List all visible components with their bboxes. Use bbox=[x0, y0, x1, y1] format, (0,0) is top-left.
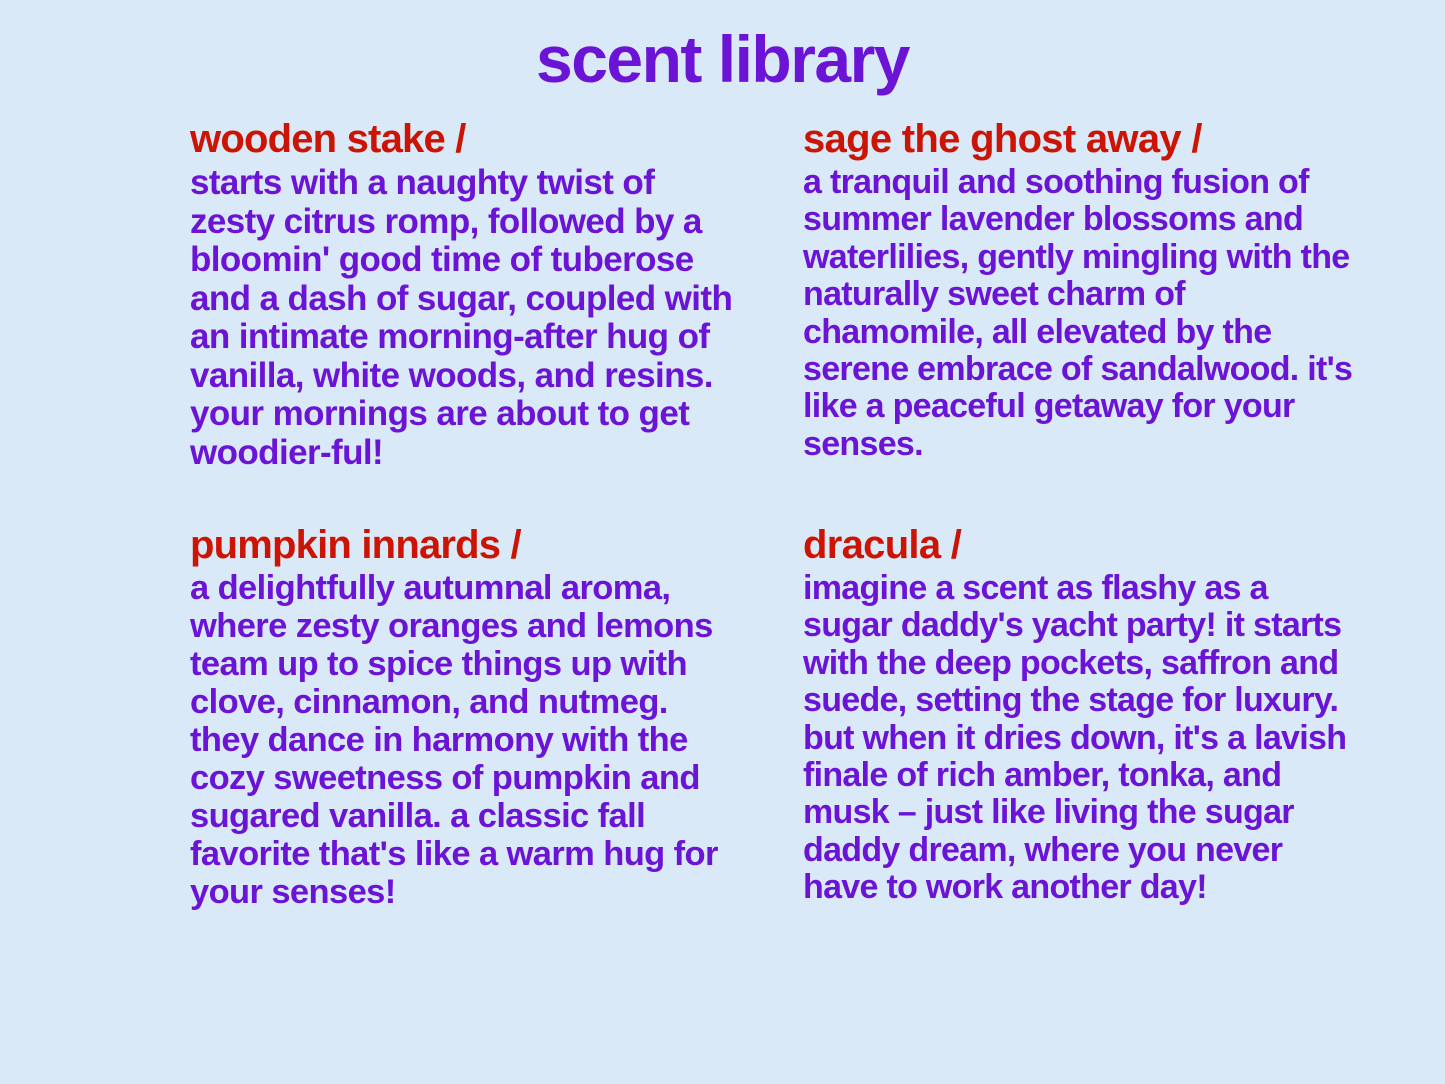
scent-description: a tranquil and soothing fusion of summer lavender blossoms and waterlilies, gently mingling with the naturally sweet charm of chamomile, all elevated by the serene embrace of sandalwood. it's like a peaceful getaway for your senses. bbox=[803, 163, 1353, 463]
scent-description: starts with a naughty twist of zesty citrus romp, followed by a bloomin' good time of tuberose and a dash of sugar, coupled with an intimate morning-after hug of vanilla, white woods, and resins. your mornings are about to get woodier-ful! bbox=[190, 163, 733, 472]
scent-entry-wooden-stake bbox=[190, 118, 745, 472]
scent-name: dracula / bbox=[803, 523, 962, 567]
scent-entry-sage-the-ghost-away bbox=[803, 118, 1363, 472]
scent-description: a delightfully autumnal aroma, where zesty oranges and lemons team up to spice things up with clove, cinnamon, and nutmeg. they dance in harmony with the cozy sweetness of pumpkin and sugared vanilla. a classic fall favorite that's like a warm hug for your senses! bbox=[190, 569, 718, 911]
scent-entry-pumpkin-innards bbox=[190, 524, 745, 911]
scent-entry-dracula bbox=[803, 524, 1363, 911]
scent-name: wooden stake / bbox=[190, 117, 466, 161]
page-title: scent library bbox=[535, 22, 910, 96]
scent-entry-grid bbox=[0, 118, 1445, 911]
scent-description: imagine a scent as flashy as a sugar daddy's yacht party! it starts with the deep pockets, saffron and suede, setting the stage for luxury. but when it dries down, it's a lavish finale of rich amber, tonka, and musk – just like living the sugar daddy dream, where you never have to work another day! bbox=[803, 569, 1347, 907]
scent-name: sage the ghost away / bbox=[803, 117, 1202, 161]
scent-name: pumpkin innards / bbox=[190, 523, 521, 567]
